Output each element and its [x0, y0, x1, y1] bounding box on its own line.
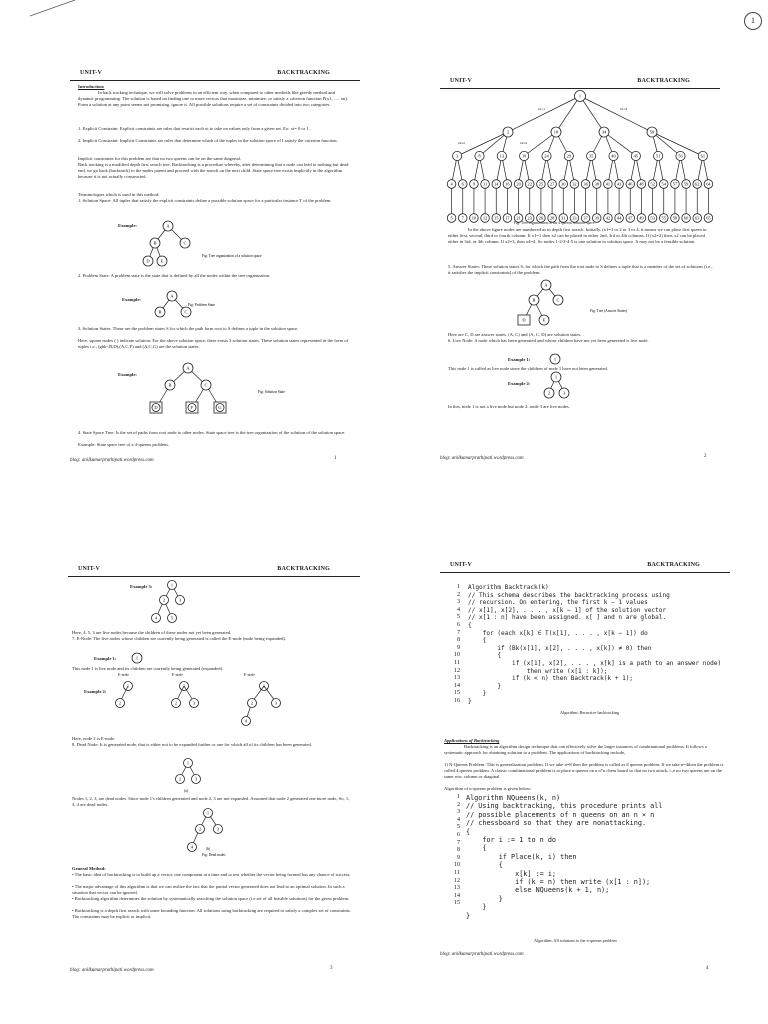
answer-states-tree: [510, 278, 690, 334]
page-2: [440, 78, 720, 468]
tree-node-label-58: 58: [672, 215, 678, 221]
algo2-code: Algorithm NQueens(k, n) // Using backtracking, this procedure prints all // possible placements of n queens on an n × n // chessboard so that they are nonattacking. { for i := 1 to n do { if Place(k, i) then { x[k] := i; if (k = n) then write (x[1 : n]); else NQueens(k + 1, n); } } }: [466, 794, 663, 920]
t2-node-2-label: 2: [174, 700, 178, 706]
tree-node-label-35: 35: [588, 153, 594, 159]
dead-node-text: Nodes 1, 2, 3, are dead nodes. Since node 1's children generated and node 2, 3 are not expanded. Assumed that node 2 generated one more node, So, 1, 3, 4 are dead nodes.: [72, 796, 350, 808]
tree-node-label-30: 30: [561, 181, 566, 187]
example-1-text: This node 1 is called as live node since the children of node 1 have not been generated.: [448, 366, 608, 371]
tree-node-label-12: 12: [482, 215, 488, 221]
tree-edge: [578, 93, 604, 132]
tree-node-label-47: 47: [628, 215, 633, 221]
fig2-caption: Fig: Problem State: [188, 303, 215, 307]
example-3-text: Here, 4, 5, 3 are live nodes because the children of these nodes not yet been generated.: [72, 630, 232, 635]
intro-text: In back tracking technique, we will solve problems in an efficient way, when compared to other methods like greedy method and dynamic programming. The solution is based on finding one or more vectors that maximize, minimize, or satisfy a criterion function P(x1, …. xn). Form a solution at any point seems not promising, ignore it. All possible solutions require a set of constraints divided into two categories:: [78, 90, 348, 108]
tree-node-label-49: 49: [639, 215, 644, 221]
t1-node-2-label: 2: [118, 700, 122, 706]
node-3-label: 3: [178, 597, 182, 603]
tree-node-label-51: 51: [655, 153, 661, 159]
tree-node-label-15: 15: [494, 215, 499, 221]
tree-node-label-9: 9: [472, 181, 476, 187]
tree-node-label-34: 34: [601, 129, 607, 135]
state-space-def: 4. State Space Tree: Is the set of paths from root node to other nodes. State space tree is the tree organization of the solution of the solution space.: [78, 430, 346, 435]
example-2-text: In this, node 1 is not a live node but node 2, node 3 are live nodes.: [448, 404, 570, 409]
edge-label-2: x2=2: [458, 141, 465, 145]
tree-edge: [556, 93, 582, 132]
tree-node-label-64: 64: [706, 181, 711, 187]
node-d-label: D: [154, 405, 158, 410]
tree-node-label-2: 2: [506, 129, 510, 135]
fig3-caption: Fig: Solution State: [258, 390, 285, 394]
algo1-caption: Algorithm: Recursive backtracking: [560, 710, 620, 715]
node-3-label: 3: [194, 776, 198, 782]
tree-node-label-45: 45: [633, 153, 639, 159]
e-node-example-2-trees: [108, 676, 328, 738]
answer-states-def: 5. Answer States: These solution states S, for which the path from the root node to S defines a tuple that is a member of the set of solutions (i.e., it satisfies the implicit constraints) of the problem.: [448, 264, 713, 276]
example-2-text: Here, node 2 is E-node.: [72, 736, 116, 741]
tree-node-label-21: 21: [516, 215, 521, 221]
chapter-title: BACKTRACKING: [277, 70, 330, 76]
live-node-example-2: [540, 370, 580, 402]
e-node-example-1: [130, 651, 144, 665]
t3-node-2-label: 2: [250, 700, 254, 706]
tree-node-label-6: 6: [461, 181, 464, 187]
node-1-label: 1: [206, 810, 210, 816]
page-3: [68, 566, 360, 976]
enode-label-3: E-node: [244, 673, 255, 677]
node-a-label: A: [166, 223, 170, 229]
footer-blog: blog: anilkumarprathipati.wordpress.com: [70, 458, 154, 463]
node-2-label: 2: [547, 390, 551, 396]
page-number: 4: [706, 966, 709, 971]
tree-node-label-60: 60: [683, 215, 689, 221]
tree-node-label-59: 59: [683, 181, 689, 187]
answer-states-text: Here are C, D are answer states. (A, C) and (A, C, D) are solution states.: [448, 332, 582, 337]
unit-label: UNIT-V: [78, 566, 100, 572]
applications-text: Backtracking is an algorithm design technique that can effectively solve the larger instances of combinational problems. It follows a systematic approach for obtaining solution to a problem. The applications of backtracking include,: [444, 744, 707, 756]
tree-node-label-38: 38: [594, 181, 599, 187]
node-5-label: 5: [170, 615, 174, 621]
tree-node-label-4: 4: [450, 181, 453, 187]
example-3-tree: [148, 578, 208, 634]
tree-node-label-25: 25: [538, 181, 544, 187]
node-g-label: G: [218, 405, 222, 410]
node-c-label: C: [184, 309, 188, 315]
node-b-label: B: [153, 240, 157, 246]
example-1-text: This node 1 is live node and its children are currently being generated (expanded).: [72, 666, 224, 671]
edge-label-3: x2=4: [520, 141, 527, 145]
n-queens-algo-intro: Algorithm of n-queens problem is given below:: [444, 786, 532, 791]
node-b-label: B: [168, 382, 172, 388]
n-queens-text: 1) N-Queens Problem: This is generalization problem. If we take n=8 then the problem is called as 8 queens problem. If we take n=4then the problem is called 4 queens problem. A classic combinational problem is to place n queens on a n*n chess board so that no two attack, i.,e no two queens are on the same row, column or diagonal.: [444, 762, 724, 780]
node-b-label: B: [532, 297, 536, 303]
tree-node-label-41: 41: [605, 181, 611, 187]
node-4-label: 4: [190, 844, 194, 850]
node-c-label: C: [183, 240, 187, 246]
example-2-label: Example 2:: [84, 689, 107, 694]
tree-node-label-46: 46: [628, 181, 633, 187]
tree-node-label-17: 17: [505, 215, 510, 221]
page-4-header: [440, 562, 730, 573]
problem-state-tree: [150, 288, 280, 330]
node-a-label: A: [186, 365, 190, 371]
tree-node-label-28: 28: [549, 215, 555, 221]
tree-node-label-61: 61: [700, 153, 706, 159]
node-1-label: 1: [554, 374, 558, 380]
tree-node-label-65: 65: [706, 215, 711, 221]
t2-node-3-label: 3: [192, 700, 196, 706]
example-label-3: Example:: [118, 372, 137, 377]
algo2-caption: Algorithm: All solutions to the n-queens problem: [534, 938, 617, 943]
tree-node-label-13: 13: [499, 153, 505, 159]
tree-node-label-16: 16: [505, 181, 510, 187]
node-1-label: 1: [553, 356, 557, 362]
fig-4queens-caption: Fig: Tree organization of the 4-queens solution space: [514, 221, 595, 225]
page-stamp: [744, 12, 762, 30]
page-3-header: [68, 566, 360, 577]
tree-edge: [508, 93, 582, 132]
node-a-label: A: [170, 293, 174, 299]
general-method-2: • The major advantage of this algorithm is that we can realize the fact that the partial vector generated does not lead to an optimal solution. In such a situation that vector can be ignored.: [72, 884, 345, 896]
tree-node-label-37: 37: [583, 215, 588, 221]
tree-node-label-18: 18: [553, 129, 559, 135]
t3-node-3-label: 3: [274, 700, 278, 706]
page-1-header: [70, 70, 360, 81]
tree-node-label-54: 54: [661, 181, 666, 187]
tree-node-label-14: 14: [494, 181, 499, 187]
example-1-label: Example 1:: [94, 656, 117, 661]
node-e-label: E: [542, 317, 546, 323]
unit-label: UNIT-V: [80, 70, 102, 76]
tree-node-label-31: 31: [561, 215, 566, 221]
node-c-label: C: [556, 297, 560, 303]
terminology-intro: Terminologies which is used in this method:: [78, 192, 160, 197]
backtracking-text: Back tracking is a modified depth first search tree. Backtracking is a procedure whereby, after determining that a node can lead to nothing but dead end, we go back (backtrack) to the nodes parent and proceed with the search on the next child. State space tree exists implicitly in the algorithm because it is not actually constructed.: [78, 162, 349, 180]
tree-node-label-52: 52: [650, 181, 655, 187]
t2-node-1-label: 1: [182, 683, 186, 689]
tree-node-label-63: 63: [695, 215, 700, 221]
applications-heading: Applications of Backtracking: [444, 738, 500, 743]
general-method-heading: General Method:: [72, 866, 106, 871]
enode-label-1: E-node: [118, 673, 129, 677]
solution-states-text: Here, square nodes ( ) indicate solution. For the above solution space, there exists 3 solution states. These solution states represented in the form of tuples i.e., (ghk-,B,D),(A,C,F) and (A,C,G) are the solution states.: [78, 338, 349, 350]
node-2-label: 2: [178, 776, 182, 782]
general-method-3: • Backtracking algorithm determines the solution by systematically searching the solution space (i.e set of all feasible solutions) for the given problem.: [72, 896, 350, 901]
tree-node-label-24: 24: [544, 153, 549, 159]
tree-node-label-29: 29: [566, 153, 572, 159]
intro-heading: Introduction:: [78, 84, 105, 89]
node-a-label: A: [544, 282, 548, 288]
solution-state-tree: [146, 360, 316, 420]
tree-node-label-11: 11: [482, 181, 488, 187]
footer-blog: blog: anilkumarprathipati.wordpress.com: [440, 456, 524, 461]
example-label-2: Example:: [122, 297, 141, 302]
tree-node-label-27: 27: [549, 181, 555, 187]
tree-node-label-40: 40: [611, 153, 616, 159]
tree-node-label-8: 8: [478, 153, 481, 159]
general-method-4: • Backtracking is a depth first search with some bounding function. All solutions using backtracking are required to satisfy a complex set of constraints. The constraints may be explicit or implicit.: [72, 908, 351, 920]
node-2-label: 2: [198, 826, 202, 832]
page-1: [70, 70, 360, 470]
tree-node-label-50: 50: [649, 129, 655, 135]
problem-state-def: 2. Problem State: A problem state is the state that is defined by all the nodes within the tree organization.: [78, 273, 271, 278]
implicit-constraint: 2. Implicit Constraint: Implicit Constraints are rules that determine which of the tuples in the solution space of I satisfy the criterion function.: [78, 138, 338, 143]
tree-node-label-32: 32: [572, 181, 577, 187]
implicit-constraint-2: Implicit constraints for this problem are that no two queens can be on the same diagonal.: [78, 156, 242, 161]
tree-node-label-55: 55: [661, 215, 666, 221]
t1-node-1-label: 1: [126, 683, 130, 689]
tree-node-label-20: 20: [516, 181, 521, 187]
node-d-label: D: [522, 317, 526, 323]
node-4-label: 4: [154, 615, 158, 621]
tree-node-label-7: 7: [461, 215, 464, 221]
tree-node-label-3: 3: [456, 153, 459, 159]
tree-node-label-48: 48: [639, 181, 644, 187]
tree-node-label-10: 10: [471, 215, 477, 221]
tree-node-label-1: 1: [578, 93, 582, 99]
footer-blog: blog: anilkumarprathipati.wordpress.com: [440, 952, 524, 957]
dead-node-def: 8. Dead Node: It is generated node, that is either not to be expanded further or one for which all of its children has been generated.: [72, 742, 312, 747]
dead-node-tree-b: [178, 806, 258, 866]
t3-node-4-label: 4: [244, 718, 248, 724]
edge-label-1: x1=4: [620, 107, 627, 111]
page-4: [440, 562, 730, 982]
solution-states-def: 3. Solution States: These are the problem states S for which the path form root to S defines a tuple in the solution space.: [78, 326, 299, 331]
unit-label: UNIT-V: [450, 78, 472, 84]
four-queens-text: In the above figure nodes are numbered as in depth first search. Initially, (x1=1 or 2 or 3 or 4, it means we can place first queen in either first, second, third or fourth column. If x1=1 then x2 can be placed in either 2nd, 3rd or 4th columns. If (x2=2) then, x2 can be placed either in 3rd, or 4th column. If x2=3, then x4=4. So nodes 1-2-3-4-5 is one solution in solution space. It may not be a feasible solution.: [448, 227, 707, 245]
fig-b-label: (b): [206, 847, 211, 851]
tree-node-label-36: 36: [583, 181, 588, 187]
tree-node-label-44: 44: [616, 215, 622, 221]
tree-node-label-26: 26: [538, 215, 544, 221]
edge-label-0: x1=1: [538, 107, 545, 111]
node-c-label: C: [204, 382, 208, 388]
unit-label: UNIT-V: [450, 562, 472, 568]
chapter-title: BACKTRACKING: [647, 562, 700, 568]
e-node-def: 7. E-Node: The live nodes whose children are currently being generated is called the E-node (node being expanded).: [72, 636, 287, 641]
algo1-line-numbers: 1 2 3 4 5 6 7 8 9 10 11 12 13 14 15 16: [453, 584, 460, 704]
page-number: 1: [334, 456, 337, 461]
solution-space-def: 1. Solution Space: All tuples that satisfy the explicit constraints define a possible solution space for a particular instance T of the problem.: [78, 198, 332, 203]
live-node-example-1: [548, 352, 562, 366]
example-label-1: Example:: [118, 223, 137, 228]
node-1-label: 1: [170, 582, 174, 588]
fig1-caption: Fig: Tree organization of a solution space: [202, 254, 262, 258]
node-1-label: 1: [135, 655, 139, 661]
general-method-1: • The basic idea of backtracking is to build up a vector, one component at a time and to test whether the vector being formed has any chance of success.: [72, 872, 351, 877]
page-stamp-number: 1: [751, 16, 755, 25]
dead-node-tree-a: [168, 756, 208, 796]
fig-a-label: (a): [184, 789, 188, 793]
chapter-title: BACKTRACKING: [277, 566, 330, 572]
tree-node-label-22: 22: [527, 181, 532, 187]
page-number: 2: [704, 454, 707, 459]
node-e-label: E: [160, 258, 164, 264]
explicit-constraint: 1. Explicit Constraint: Explicit constraints are rules that restrict each xi to take on values only from a given set. Ex: xi= 0 or 1.: [78, 126, 310, 131]
node-3-label: 3: [562, 390, 566, 396]
tree-edge: [578, 93, 652, 132]
tree-node-label-19: 19: [521, 153, 527, 159]
page-number: 3: [330, 966, 333, 971]
tree-node-label-62: 62: [695, 181, 700, 187]
node-b-label: B: [158, 309, 162, 315]
state-space-example: Example: State space tree of a 4-queens problem.: [78, 442, 169, 447]
tree-node-label-43: 43: [616, 181, 622, 187]
tree-node-label-53: 53: [650, 215, 655, 221]
tree-node-label-39: 39: [594, 215, 599, 221]
tree-node-label-5: 5: [450, 215, 453, 221]
tree-node-label-57: 57: [672, 181, 678, 187]
node-3-label: 3: [216, 826, 220, 832]
tree-node-label-23: 23: [527, 215, 532, 221]
example-3-label: Example 3:: [130, 584, 153, 589]
node-d-label: D: [146, 258, 150, 264]
tree-node-label-42: 42: [605, 215, 611, 221]
node-1-label: 1: [186, 760, 190, 766]
corner-pen-mark: [0, 0, 80, 20]
live-node-def: 6. Live Node: A node which has been generated and whose children have not yet been generated is live node.: [448, 338, 649, 343]
example-2-label: Example 2:: [508, 381, 531, 386]
algo2-line-numbers: 1 2 3 4 5 6 7 8 9 10 11 12 13 14 15: [453, 794, 460, 907]
fig-answer-caption: Fig: Tree (Answer States): [590, 309, 628, 313]
fig-dead-caption: Fig: Dead nodes: [202, 853, 226, 857]
tree-node-label-33: 33: [572, 215, 577, 221]
chapter-title: BACKTRACKING: [637, 78, 690, 84]
example-1-label: Example 1:: [508, 357, 531, 362]
algo1-code: Algorithm Backtrack(k) // This schema describes the backtracking process using // recursion. On entering, the first k − 1 values // x[1], x[2], . . . , x[k − 1] of the solution vector // x[1 : n] have been assigned. x[ ] and n are global. { for (each x[k] ∈ T(x[1], . . . , x[k − 1]) do { if (Bk(x[1], x[2], . . . , x[k]) ≠ 0) then { if (x[1], x[2], . . . , x[k] is a path to an answer node) then write (x[1 : k]); if (k < n) then Backtrack(k + 1); } } }: [468, 584, 722, 705]
footer-blog: blog: anilkumarprathipati.wordpress.com: [70, 968, 154, 973]
node-2-label: 2: [162, 597, 166, 603]
solution-space-tree: [140, 216, 290, 270]
node-f-label: F: [190, 405, 194, 410]
tree-node-label-56: 56: [678, 153, 683, 159]
enode-label-2: E-node: [172, 673, 183, 677]
t3-node-1-label: 1: [262, 683, 266, 689]
four-queens-state-space-tree: [440, 86, 720, 228]
